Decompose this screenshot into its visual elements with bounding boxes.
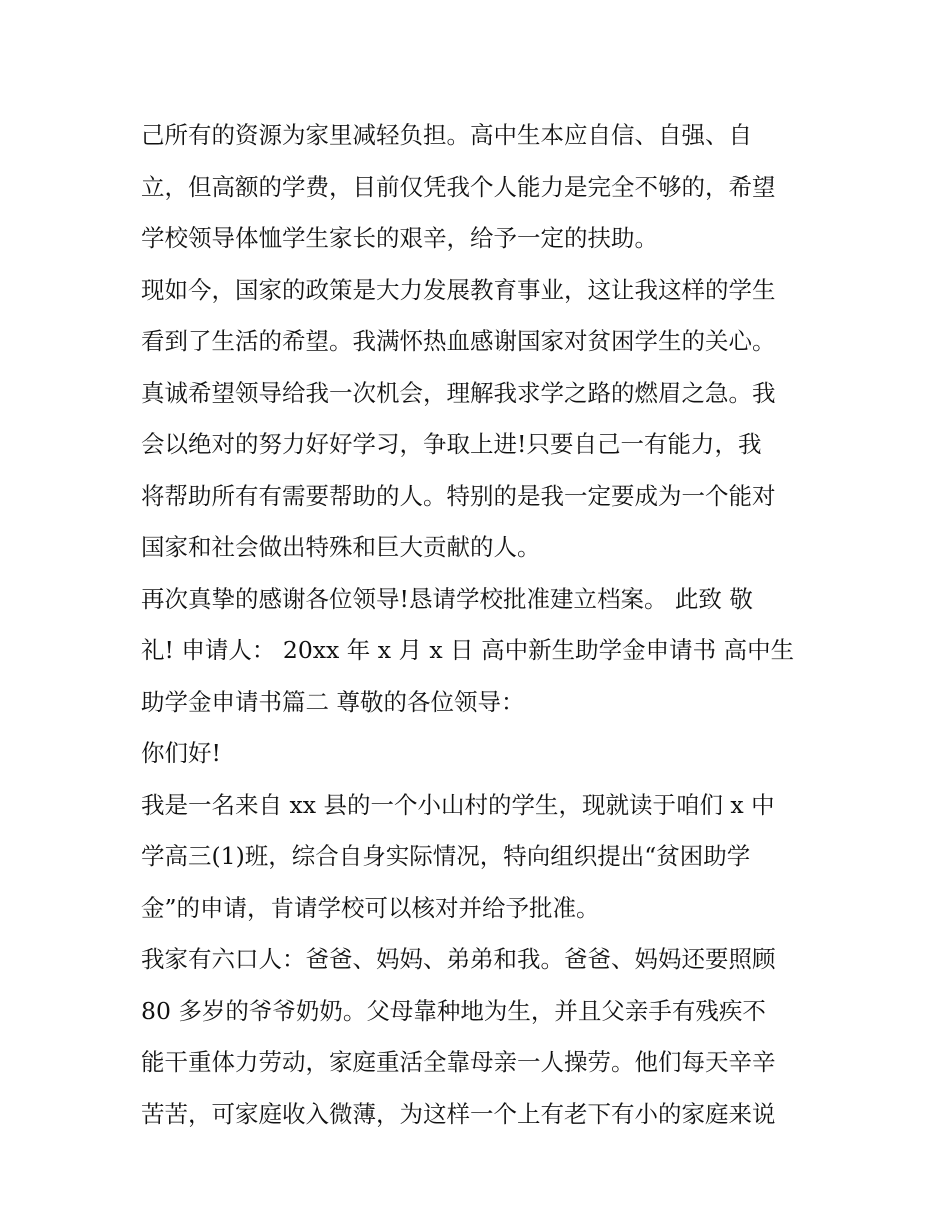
text-line: 再次真挚的感谢各位领导!恳请学校批准建立档案。 此致 敬 — [141, 584, 753, 613]
text-line: 80 多岁的爷爷奶奶。父母靠种地为生，并且父亲手有残疾不 — [141, 996, 766, 1025]
text-line: 己所有的资源为家里减轻负担。高中生本应自信、自强、自 — [141, 121, 752, 149]
text-line: 我是一名来自 xx 县的一个小山村的学生，现就读于咱们 x 中 — [141, 790, 775, 819]
text-line: 看到了生活的希望。我满怀热血感谢国家对贫困学生的关心。 — [141, 327, 776, 355]
text-line: 国家和社会做出特殊和巨大贡献的人。 — [141, 533, 541, 561]
text-line: 助学金申请书篇二 尊敬的各位领导： — [141, 687, 525, 716]
text-line: 金”的申请，肯请学校可以核对并给予批准。 — [141, 893, 600, 922]
text-line: 现如今，国家的政策是大力发展教育事业，这让我这样的学生 — [141, 275, 776, 304]
text-line: 你们好! — [141, 739, 221, 767]
text-line: 立，但高额的学费，目前仅凭我个人能力是完全不够的，希望 — [141, 172, 776, 201]
text-line: 学高三(1)班，综合自身实际情况，特向组织提出“贫困助学 — [141, 842, 751, 870]
text-line: 真诚希望领导给我一次机会，理解我求学之路的燃眉之急。我 — [141, 378, 776, 407]
text-line: 会以绝对的努力好好学习，争取上进!只要自己一有能力，我 — [141, 430, 762, 458]
text-line: 能干重体力劳动，家庭重活全靠母亲一人操劳。他们每天辛辛 — [141, 1048, 776, 1076]
text-line: 将帮助所有有需要帮助的人。特别的是我一定要成为一个能对 — [141, 481, 776, 510]
text-line: 学校领导体恤学生家长的艰辛，给予一定的扶助。 — [141, 224, 658, 252]
document-body — [141, 110, 821, 1140]
text-line: 我家有六口人：爸爸、妈妈、弟弟和我。爸爸、妈妈还要照顾 — [141, 945, 776, 973]
text-line: 苦苦，可家庭收入微薄，为这样一个上有老下有小的家庭来说 — [141, 1099, 776, 1128]
text-line: 礼! 申请人： 20xx 年 x 月 x 日 高中新生助学金申请书 高中生 — [141, 636, 795, 664]
